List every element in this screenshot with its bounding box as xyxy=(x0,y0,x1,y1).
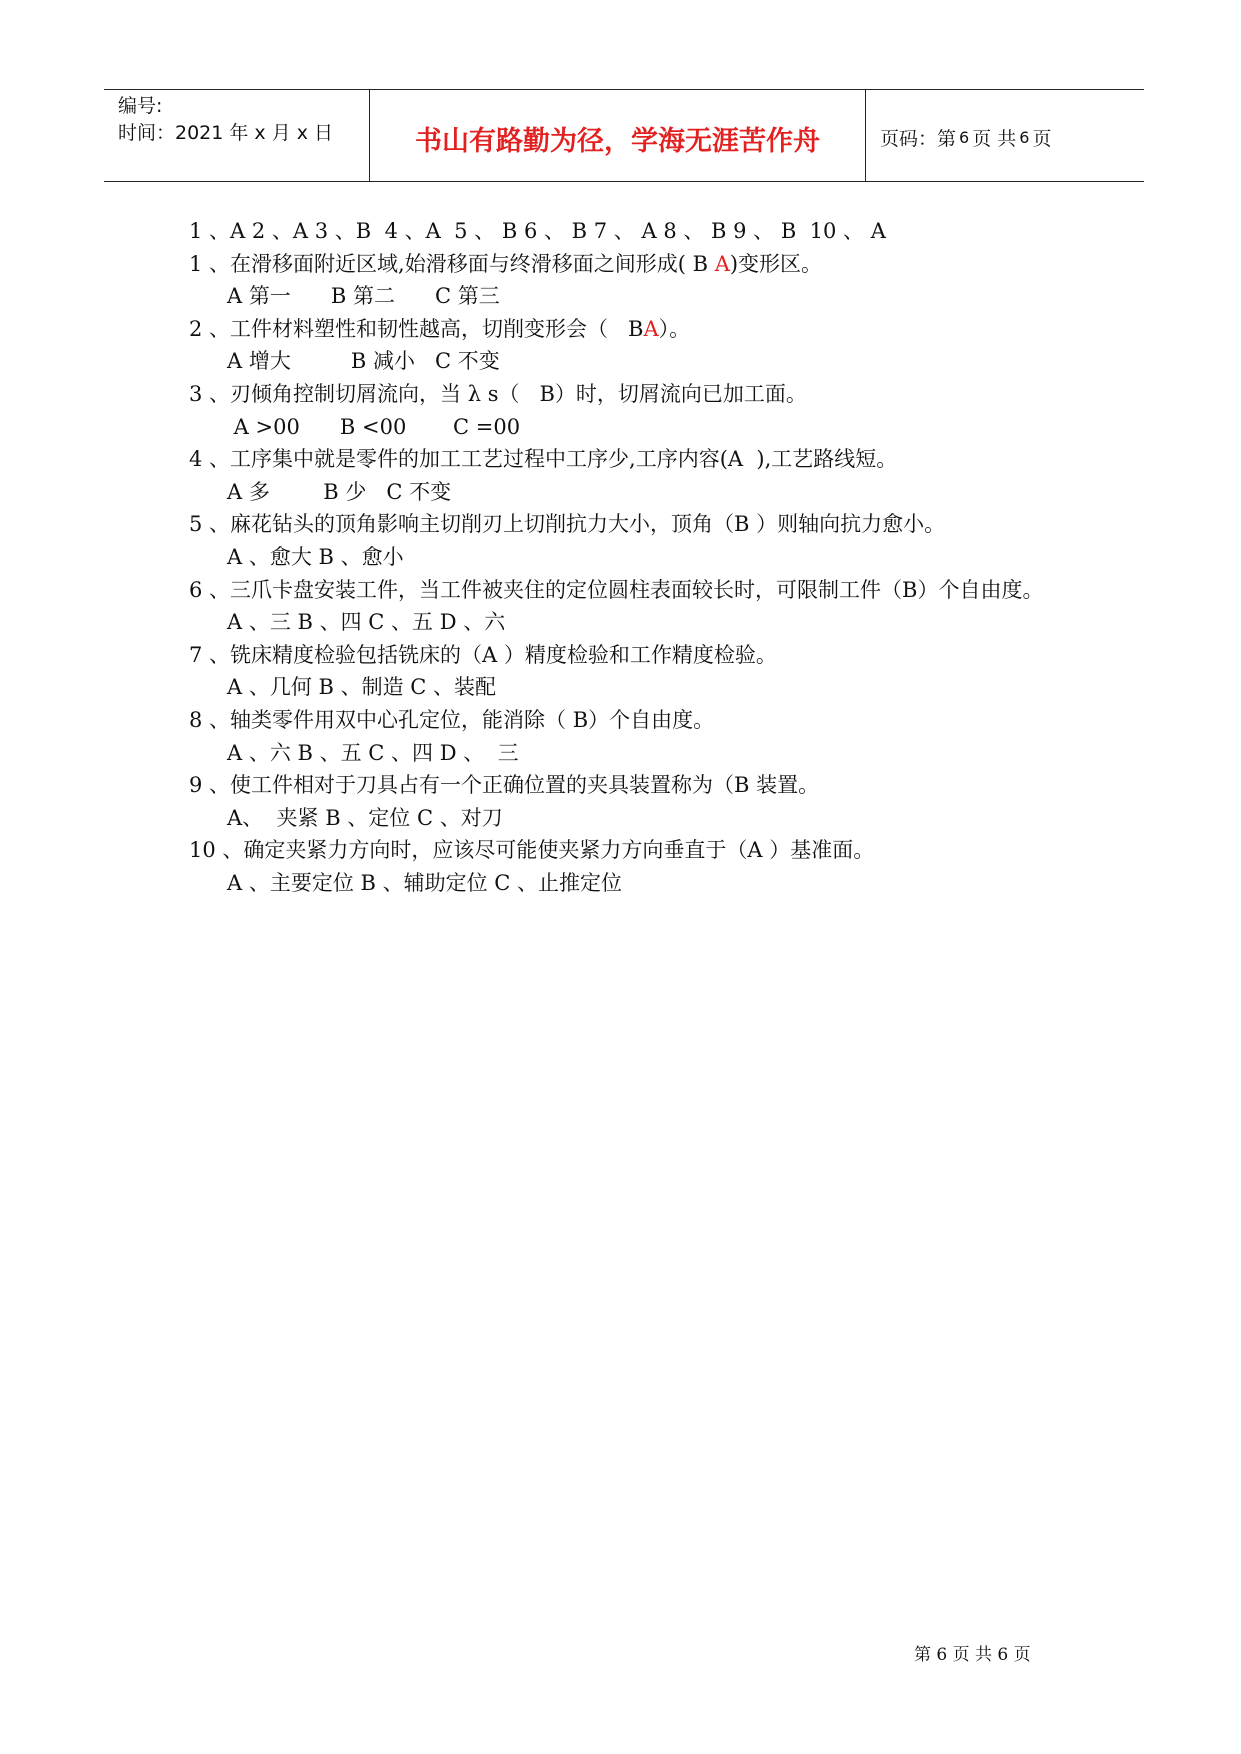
question-6: 6 、三爪卡盘安装工件，当工件被夹住的定位圆柱表面较长时，可限制工件（B）个自由度。 xyxy=(189,577,1044,602)
question-text: 2 、工件材料塑性和韧性越高，切削变形会（ B xyxy=(189,316,644,341)
question-8-options: A 、六 B 、五 C 、四 D 、 三 xyxy=(227,740,519,765)
question-7-options: A 、几何 B 、制造 C 、装配 xyxy=(227,675,497,700)
question-text-end: ）。 xyxy=(658,316,691,341)
page-middle: 页 共 xyxy=(972,128,1017,150)
page-suffix: 页 xyxy=(1032,128,1052,150)
question-8: 8 、轴类零件用双中心孔定位，能消除（ B）个自由度。 xyxy=(189,707,715,732)
question-7: 7 、铣床精度检验包括铣床的（A ）精度检验和工作精度检验。 xyxy=(189,642,777,667)
answer-key-line: 1 、A 2 、A 3 、B 4 、A 5 、 B 6 、 B 7 、 A 8 、 B 9 、 B 10 、 A xyxy=(189,219,886,243)
page-prefix: 页码：第 xyxy=(880,128,957,150)
header-motto: 书山有路勤为径，学海无涯苦作舟 xyxy=(370,90,866,181)
document-time: 时间：2021 年 x 月 x 日 xyxy=(118,122,334,144)
question-4-options: A 多 B 少 C 不变 xyxy=(227,479,452,504)
question-10: 10 、确定夹紧力方向时，应该尽可能使夹紧力方向垂直于（A ）基准面。 xyxy=(189,838,875,863)
question-answer-mark: A xyxy=(643,316,659,341)
header-meta xyxy=(104,90,370,181)
page-current: 6 xyxy=(959,128,970,147)
question-1 xyxy=(189,248,1089,281)
question-2 xyxy=(189,313,1089,346)
question-3: 3 、刃倾角控制切屑流向，当 λ s（ B）时，切屑流向已加工面。 xyxy=(189,381,807,406)
question-4: 4 、工序集中就是零件的加工工艺过程中工序少,工序内容(A ),工艺路线短。 xyxy=(189,447,898,472)
page-header xyxy=(104,89,1144,182)
header-page-info xyxy=(866,90,1144,181)
question-5: 5 、麻花钻头的顶角影响主切削刃上切削抗力大小，顶角（B ）则轴向抗力愈小。 xyxy=(189,512,946,537)
question-6-options: A 、三 B 、四 C 、五 D 、六 xyxy=(227,610,506,635)
question-2-options: A 增大 B 减小 C 不变 xyxy=(227,349,500,374)
document-body xyxy=(189,215,1089,899)
page-total: 6 xyxy=(1019,128,1030,147)
question-text-end: )变形区。 xyxy=(729,251,823,276)
question-3-options: A >00 B <00 C =00 xyxy=(227,414,521,439)
document-number-label: 编号: xyxy=(118,95,163,117)
question-5-options: A 、愈大 B 、愈小 xyxy=(227,544,404,569)
question-answer-mark: A xyxy=(714,251,730,276)
question-10-options: A 、主要定位 B 、辅助定位 C 、止推定位 xyxy=(227,870,623,895)
question-9-options: A、 夹紧 B 、定位 C 、对刀 xyxy=(227,805,503,830)
question-text: 1 、在滑移面附近区域,始滑移面与终滑移面之间形成( B xyxy=(189,251,715,276)
question-9: 9 、使工件相对于刀具占有一个正确位置的夹具装置称为（B 装置。 xyxy=(189,773,820,798)
question-1-options: A 第一 B 第二 C 第三 xyxy=(227,284,500,309)
page-footer: 第 6 页 共 6 页 xyxy=(914,1645,1031,1665)
